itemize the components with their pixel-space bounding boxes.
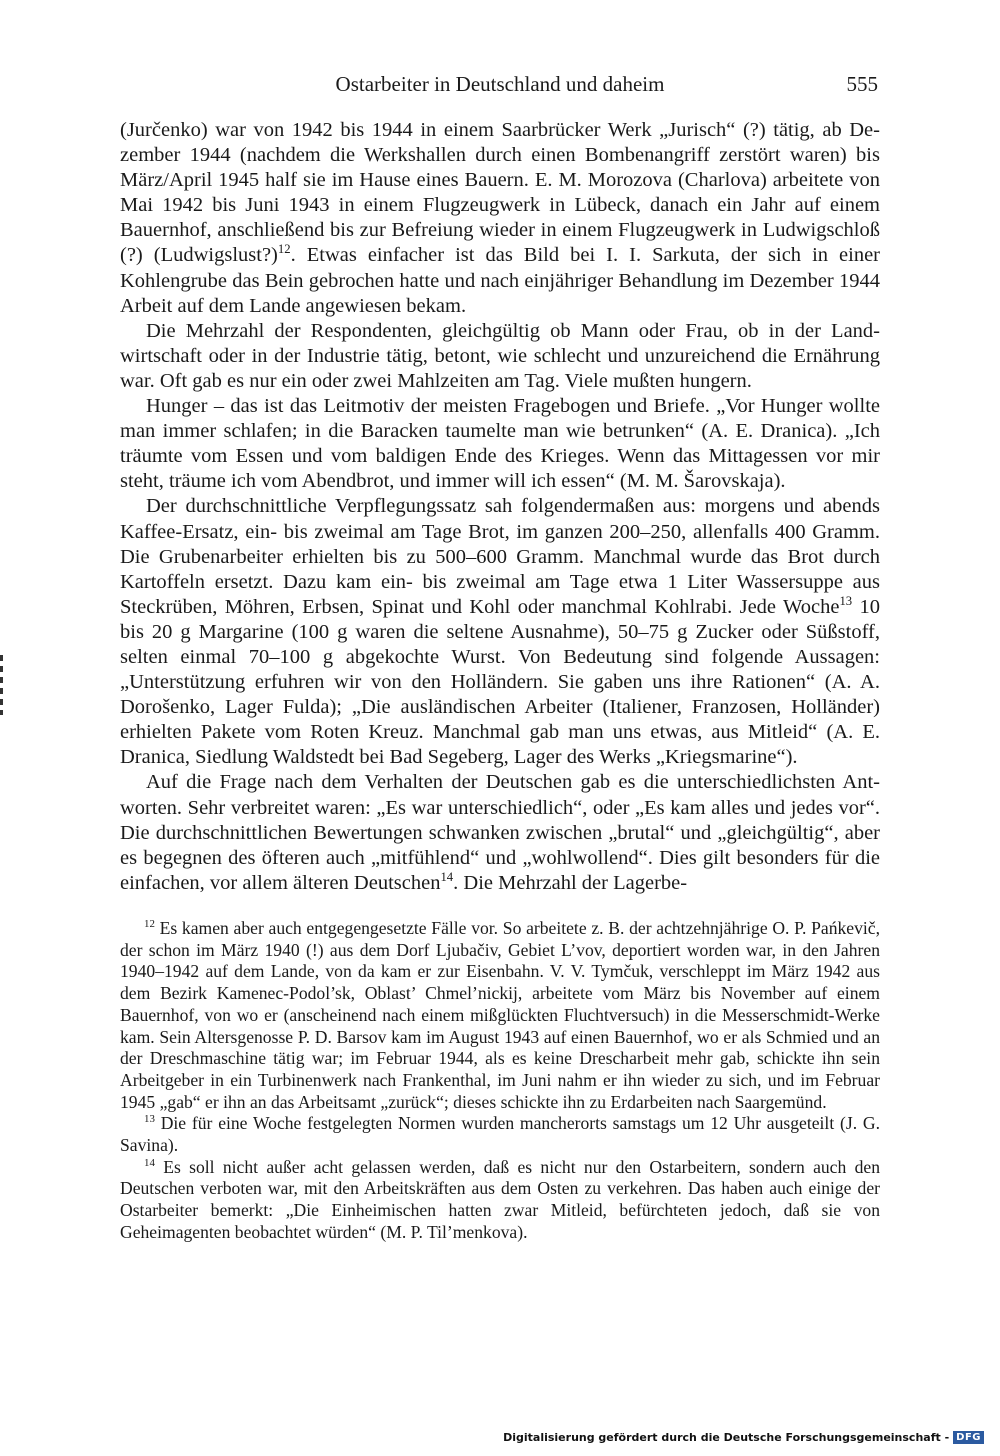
footnote-13: $^{13}$ Die für eine Woche festgelegten Normen wurden mancherorts samstags um 12 Uhr ausgeteilt (J. G. Savina). <box>120 1113 880 1156</box>
running-head <box>120 72 880 102</box>
footnote-12: $^{12}$ Es kamen aber auch entgegengesetzte Fälle vor. So arbeitete z. B. der achtzehnjährige O. P. Pańkevič, der schon im März 1940 (!) aus dem Dorf Ljubačiv, Gebiet L’vov, deportiert worden war, in den Jahren 1940–1942 auf dem Lande, von da kam er zur Eisenbahn. V. V. Tymčuk, verschleppt im März 1942 aus dem Bezirk Kamenec-Podol’sk, Oblast’ Chmel’nickij, arbeitete vom März bis November auf einem Bauernhof, von wo er (anscheinend nach einem mißglückten Fluchtversuch) in die Messerschmidt-Werke kam. Sein Altersgenosse P. D. Barsov kam im August 1943 auf einen Bauernhof, wo er als Schmied und an der Dreschmaschine tätig war; im Februar 1944, als es keine Drescharbeit mehr gab, schickte ihn sein Arbeitgeber in ein Turbinenwerk nach Frankenthal, im Juni nahm er ihn wieder zu sich, und im Februar 1945 „gab“ er ihn an das Arbeitsamt „zurück“; dieses schickte ihn zu Erdarbeiten nach Saargemünd. <box>120 918 880 1112</box>
running-title: Ostarbeiter in Deutschland und daheim <box>335 72 665 96</box>
footnote-number: 14 <box>144 1156 155 1169</box>
digitization-note: Digitalisierung gefördert durch die Deutsche Forschungsgemeinschaft - <box>503 1430 950 1444</box>
footnote-ref-12: 12 <box>277 242 291 257</box>
footnote-number: 12 <box>144 918 155 931</box>
paragraph-2: Die Mehrzahl der Respondenten, gleichgültig ob Mann oder Frau, ob in der Landwirtschaft oder in der Industrie tätig, betont, wie schlecht und unzureichend die Ernährung war. Oft gab es nur ein oder zwei Mahlzeiten am Tag. Viele mußten hungern. <box>120 319 880 392</box>
paragraph-3: Hunger – das ist das Leitmotiv der meisten Fragebogen und Briefe. „Vor Hunger wollte man immer schlafen; in die Baracken taumelte man wie betrunken“ (A. E. Dranica). „Ich träumte vom Essen und vom baldigen Ende des Krieges. Wenn das Mittagessen vor mir steht, träume ich vom Abendbrot, und immer will ich essen“ (M. M. Šarovskaja). <box>120 395 880 493</box>
footnote-14: $^{14}$ Es soll nicht außer acht gelassen werden, daß es nicht nur den Ostarbeitern, sondern auch den Deutschen verboten war, mit den Arbeitskräften aus dem Osten zu verkehren. Das haben auch einige der Ostarbeiter bemerkt: „Die Einheimischen hatten zwar Mitleid, befürchteten jedoch, daß sie von Geheimagenten beobachtet würden“ (M. P. Til’menkova). <box>120 1156 880 1242</box>
footnote-ref-13: 13 <box>839 593 853 608</box>
page-number: 555 <box>846 72 878 96</box>
footnote-number: 13 <box>144 1113 155 1126</box>
footnotes <box>120 918 880 1244</box>
scan-margin-mark <box>0 655 3 715</box>
paragraph-5: Auf die Frage nach dem Verhalten der Deutschen gab es die unterschiedlichsten Antworten. Sehr verbreitet waren: „Es war unterschiedlich“, oder „Es kam alles und jedes vor“. Die durchschnittlichen Bewertungen schwanken zwischen „brutal“ und „gleichgültig“, aber es begegnen des öfteren auch „mitfühlend“ und „wohlwollend“. Dies gilt besonders für die einfachen, vor allem älteren Deutschen$^{14}$. Die Mehrzahl der Lagerbe- <box>120 771 880 894</box>
body-text <box>120 118 880 896</box>
dfg-logo: DFG <box>953 1431 984 1444</box>
footnote-ref-14: 14 <box>440 869 454 884</box>
digitization-footer <box>503 1428 984 1446</box>
paragraph-1: (Jurčenko) war von 1942 bis 1944 in einem Saarbrücker Werk „Jurisch“ (?) tätig, ab Dezember 1944 (nachdem die Werkshallen durch einen Bombenangriff zerstört waren) bis März/April 1945 half sie im Hause eines Bauern. E. M. Morozova (Charlova) arbeitete von Mai 1942 bis Juni 1943 in einem Flugzeugwerk in Lübeck, danach ein Jahr auf einem Bauernhof, anschließend bis zur Befreiung wieder in einem Flugzeugwerk in Ludwigschloß (?) (Ludwigslust?)$^{12}$. Etwas einfacher ist das Bild bei I. I. Sarkuta, der sich in einer Kohlengrube das Bein gebrochen hatte und nach einjähriger Behandlung im Dezember 1944 Arbeit auf dem Lande angewiesen bekam. <box>120 119 880 317</box>
paragraph-4: Der durchschnittliche Verpflegungssatz sah folgendermaßen aus: morgens und abends Kaffee-Ersatz, ein- bis zweimal am Tage Brot, im ganzen 200–250, allenfalls 400 Gramm. Die Grubenarbeiter erhielten bis zu 500–600 Gramm. Manchmal wurde das Brot durch Kartoffeln ersetzt. Dazu kam ein- bis zweimal am Tage etwa 1 Liter Wassersuppe aus Steckrüben, Möhren, Erbsen, Spinat und Kohl oder manchmal Kohlrabi. Jede Woche$^{13}$ 10 bis 20 g Margarine (100 g waren die seltene Ausnahme), 50–75 g Zucker oder Süßstoff, selten einmal 70–100 g abgekochte Wurst. Von Bedeutung sind folgende Aussagen: „Unterstützung erfuhren wir von den Holländern. Sie gaben uns ihre Rationen“ (A. A. Dorošenko, Lager Fulda); „Die ausländischen Arbeiter (Italiener, Franzosen, Holländer) erhielten Pakete vom Roten Kreuz. Manchmal gab man uns etwas, aus Mitleid“ (A. E. Dranica, Siedlung Waldstedt bei Bad Segeberg, Lager des Werks „Kriegsmarine“). <box>120 495 880 769</box>
